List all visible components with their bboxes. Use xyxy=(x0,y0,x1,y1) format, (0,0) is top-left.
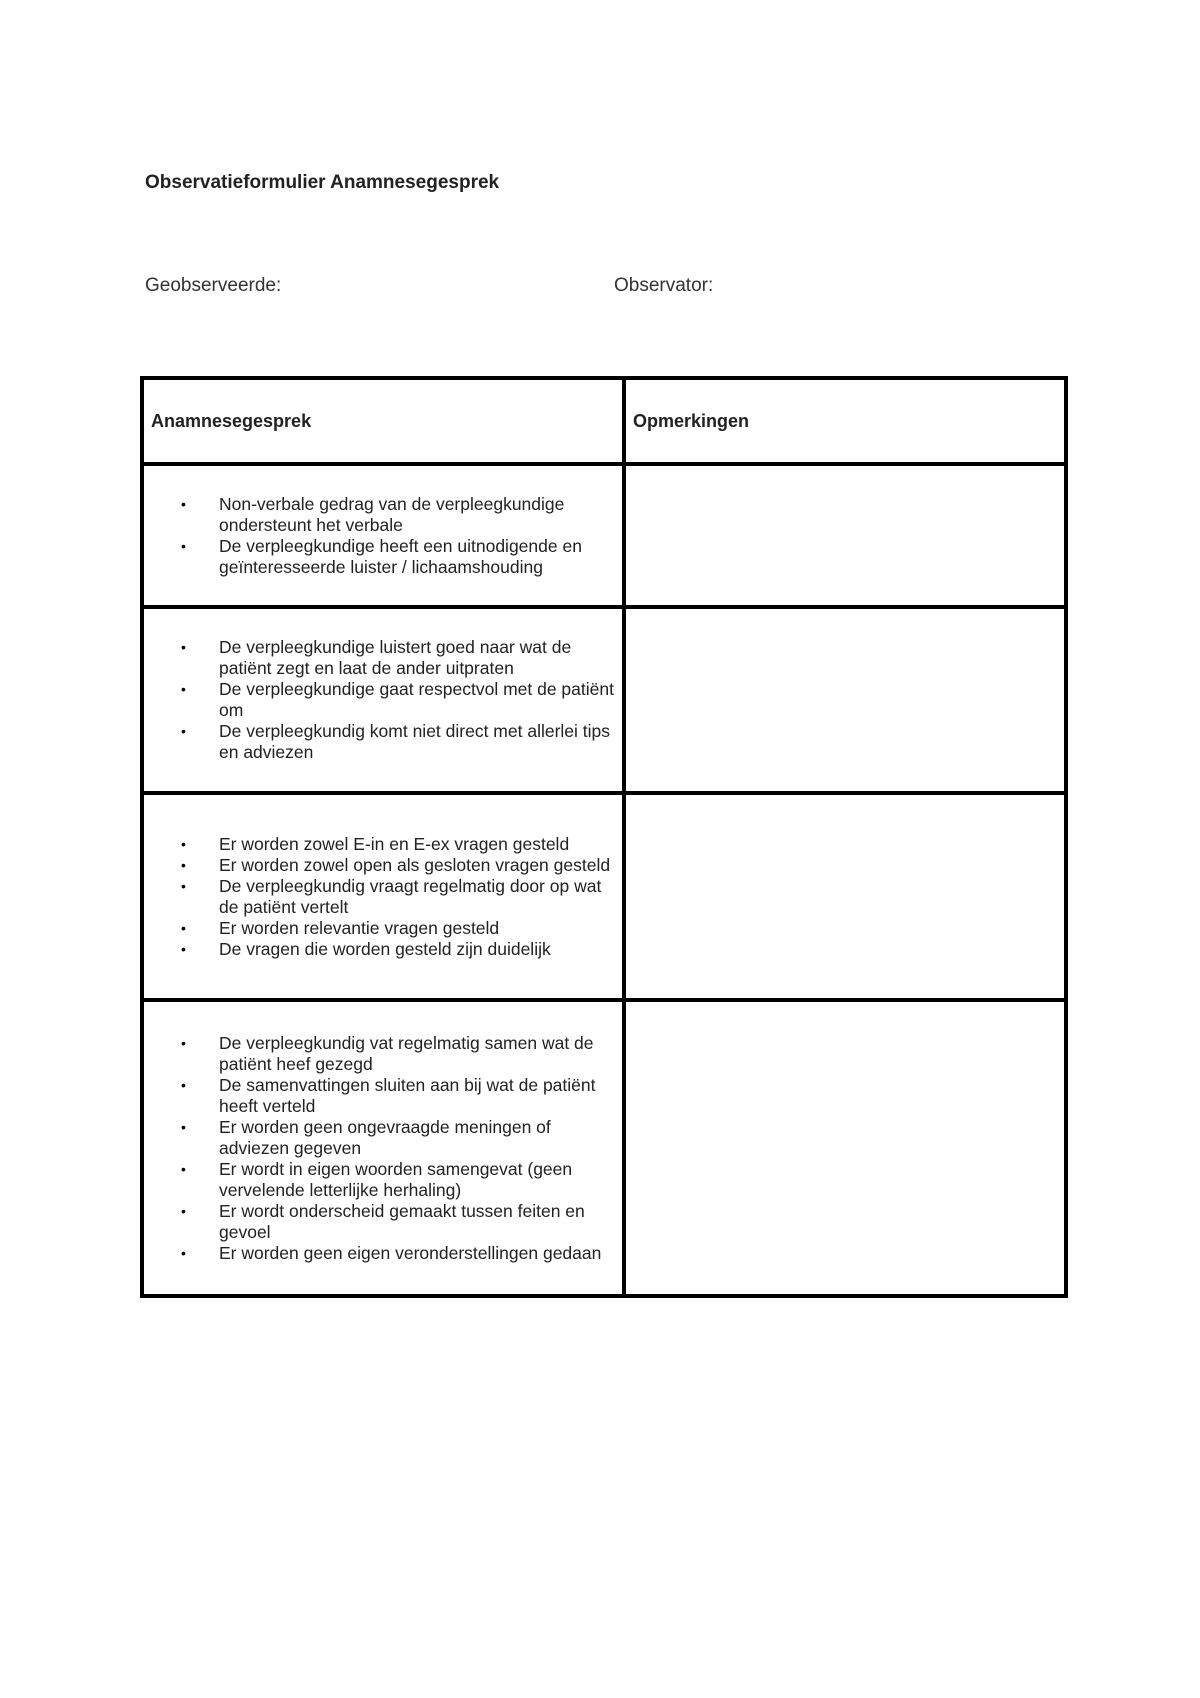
observer-label: Observator: xyxy=(614,275,714,296)
list-item: • Er worden relevantie vragen gesteld xyxy=(219,918,618,939)
list-item: • Er worden zowel open als gesloten vragen gesteld xyxy=(219,855,618,876)
observed-label: Geobserveerde: xyxy=(145,275,282,296)
list-item: • De verpleegkundig vat regelmatig samen wat de patiënt heef gezegd xyxy=(219,1033,618,1075)
column-header-anamnesegesprek: Anamnesegesprek xyxy=(142,378,624,464)
list-item: • De verpleegkundig komt niet direct met allerlei tips en adviezen xyxy=(219,721,618,763)
list-item: • Er worden geen eigen veronderstellingen gedaan xyxy=(219,1243,618,1264)
document-title: Observatieformulier Anamnesegesprek xyxy=(145,172,500,193)
criteria-list xyxy=(144,834,622,960)
list-item: • Er worden geen ongevraagde meningen of adviezen gegeven xyxy=(219,1117,618,1159)
table-header-row xyxy=(142,378,1066,464)
table-row xyxy=(142,464,1066,607)
criteria-cell xyxy=(142,1000,624,1296)
remarks-cell[interactable] xyxy=(624,607,1066,793)
list-item: • Er worden zowel E-in en E-ex vragen gesteld xyxy=(219,834,618,855)
criteria-cell xyxy=(142,464,624,607)
list-item: • De vragen die worden gesteld zijn duidelijk xyxy=(219,939,618,960)
list-item: • De verpleegkundige gaat respectvol met de patiënt om xyxy=(219,679,618,721)
observation-table xyxy=(140,376,1068,1298)
list-item: • Non-verbale gedrag van de verpleegkundige ondersteunt het verbale xyxy=(219,494,618,536)
criteria-list xyxy=(144,494,622,578)
table-row xyxy=(142,793,1066,1000)
criteria-list xyxy=(144,1033,622,1264)
list-item: • Er wordt in eigen woorden samengevat (geen vervelende letterlijke herhaling) xyxy=(219,1159,618,1201)
list-item: • Er wordt onderscheid gemaakt tussen feiten en gevoel xyxy=(219,1201,618,1243)
criteria-list xyxy=(144,637,622,763)
remarks-cell[interactable] xyxy=(624,464,1066,607)
criteria-cell xyxy=(142,793,624,1000)
table-row xyxy=(142,607,1066,793)
list-item: • De samenvattingen sluiten aan bij wat de patiënt heeft verteld xyxy=(219,1075,618,1117)
list-item: • De verpleegkundige luistert goed naar wat de patiënt zegt en laat de ander uitpraten xyxy=(219,637,618,679)
list-item: • De verpleegkundig vraagt regelmatig door op wat de patiënt vertelt xyxy=(219,876,618,918)
table-row xyxy=(142,1000,1066,1296)
list-item: • De verpleegkundige heeft een uitnodigende en geïnteresseerde luister / lichaamshouding xyxy=(219,536,618,578)
remarks-cell[interactable] xyxy=(624,1000,1066,1296)
remarks-cell[interactable] xyxy=(624,793,1066,1000)
column-header-opmerkingen: Opmerkingen xyxy=(624,378,1066,464)
criteria-cell xyxy=(142,607,624,793)
